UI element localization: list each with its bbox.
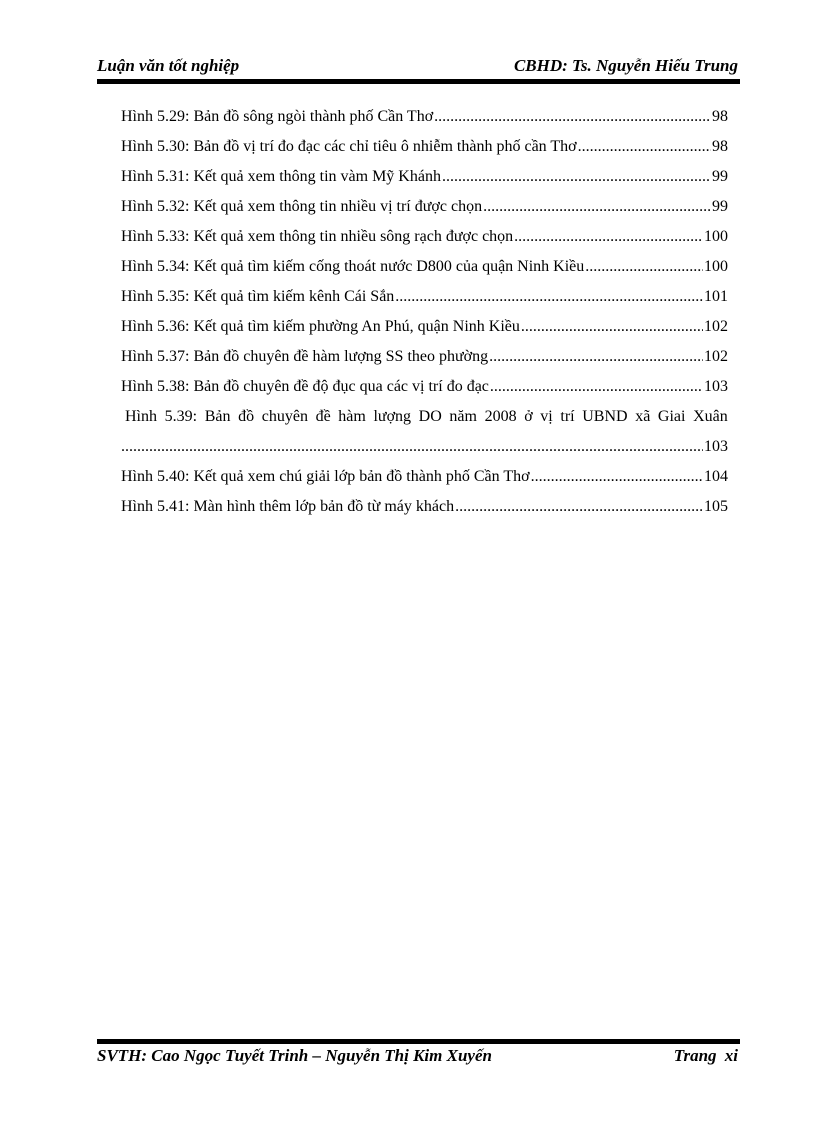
toc-entry[interactable]: Hình 5.41: Màn hình thêm lớp bản đồ từ máy khách ..... 105	[121, 498, 728, 528]
toc-entry[interactable]: Hình 5.29: Bản đồ sông ngòi thành phố Cần Thơ ..... 98	[121, 108, 728, 138]
toc-entry[interactable]: Hình 5.34: Kết quả tìm kiếm cống thoát nước D800 của quận Ninh Kiều ..... 100	[121, 258, 728, 288]
page-label: Trang xi	[673, 1046, 738, 1065]
page-number: 98	[712, 138, 728, 155]
toc-entry[interactable]: Hình 5.38: Bản đồ chuyên đề độ đục qua các vị trí đo đạc ..... 103	[121, 378, 728, 408]
toc-entry[interactable]: Hình 5.35: Kết quả tìm kiếm kênh Cái Sắn ..... 101	[121, 288, 728, 318]
page-number: 100	[704, 228, 728, 245]
header-divider	[97, 79, 740, 84]
toc-entry[interactable]: Hình 5.36: Kết quả tìm kiếm phường An Phú, quận Ninh Kiều ..... 102	[121, 318, 728, 348]
toc-entry[interactable]	[121, 408, 728, 468]
page-number: 100	[704, 258, 728, 275]
advisor-label: CBHD: Ts. Nguyễn Hiếu Trung	[513, 56, 738, 75]
page-number: 99	[712, 168, 728, 185]
toc-entry[interactable]: Hình 5.40: Kết quả xem chú giải lớp bản đồ thành phố Cần Thơ ..... 104	[121, 468, 728, 498]
page-number: 99	[712, 198, 728, 215]
page-number: 101	[704, 288, 728, 305]
page-header	[97, 56, 738, 80]
toc-entry[interactable]: Hình 5.37: Bản đồ chuyên đề hàm lượng SS theo phường ..... 102	[121, 348, 728, 378]
table-of-figures	[121, 108, 728, 528]
authors-label: SVTH: Cao Ngọc Tuyết Trinh – Nguyễn Thị Kim Xuyến	[97, 1046, 492, 1065]
toc-entry-title-justified: Hình 5.39: Bản đồ chuyên đề hàm lượng DO năm 2008 ở vị trí UBND xã Giai Xuân	[125, 408, 728, 425]
page-number: 102	[704, 348, 728, 365]
page-number: 105	[704, 498, 728, 515]
page-number: 103	[704, 378, 728, 395]
footer-divider	[97, 1039, 740, 1044]
page-number: 103	[704, 438, 728, 455]
page-number: 104	[704, 468, 728, 485]
page-footer	[97, 1046, 738, 1070]
page-number: 98	[712, 108, 728, 125]
toc-entry[interactable]: Hình 5.32: Kết quả xem thông tin nhiều vị trí được chọn ..... 99	[121, 198, 728, 228]
toc-entry[interactable]: Hình 5.33: Kết quả xem thông tin nhiều sông rạch được chọn ..... 100	[121, 228, 728, 258]
thesis-label: Luận văn tốt nghiệp	[97, 56, 240, 75]
toc-entry[interactable]: Hình 5.30: Bản đồ vị trí đo đạc các chỉ tiêu ô nhiễm thành phố cần Thơ ..... 98	[121, 138, 728, 168]
toc-entry[interactable]: Hình 5.31: Kết quả xem thông tin vàm Mỹ Khánh ..... 99	[121, 168, 728, 198]
page-number: 102	[704, 318, 728, 335]
